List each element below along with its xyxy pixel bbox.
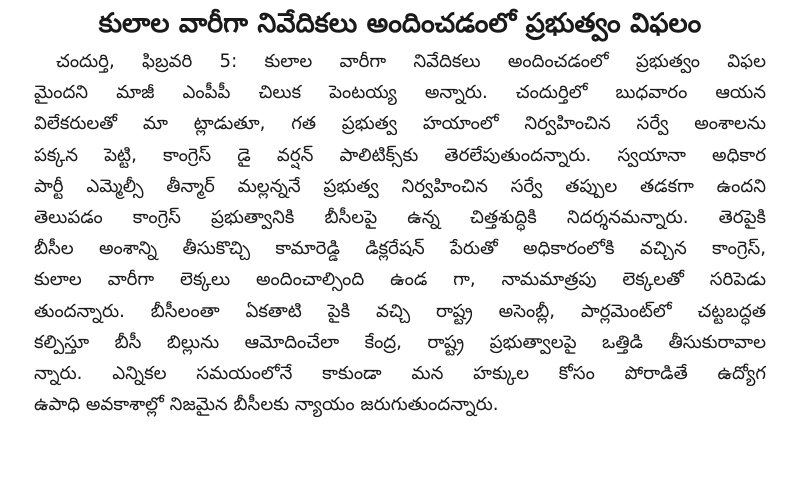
article-line: కల్పిస్తూ బీసీ బిల్లును ఆమోదించేలా కేంద్ర, రాష్ట్ర ప్రభుత్వాలపై ఒత్తిడి తీసుకురావాల: [34, 331, 766, 353]
article-line: కులాల వారీగా లెక్కలు అందించాల్సింది ఉండ గా, నామమాత్రపు లెక్కలతో సరిపెడు: [34, 269, 766, 291]
article-line: తెలుపడం కాంగ్రెస్ ప్రభుత్వానికి బీసీలపై ఉన్న చిత్తశుద్ధికి నిదర్శనమన్నారు. తెరపైకి: [34, 207, 766, 229]
article-headline: కులాల వారీగా నివేదికలు అందించడంలో ప్రభుత్వం విఫలం: [98, 8, 702, 39]
article-line: తుందన్నారు. బీసీలంతా ఏకతాటి పైకి వచ్చి రాష్ట్ర అసెంబ్లీ, పార్లమెంట్‌లో చట్టబద్ధత: [34, 300, 766, 322]
article-line: బీసీల అంశాన్ని తీసుకొచ్చి కామారెడ్డి డిక్లరేషన్ పేరుతో అధికారంలోకి వచ్చిన కాంగ్రెస్,: [34, 238, 766, 260]
article-line: న్నారు. ఎన్నికల సమయంలోనే కాకుండా మన హక్కుల కోసం పోరాడితే ఉద్యోగ: [34, 363, 766, 385]
article-line: ఉపాధి అవకాశాల్లో నిజమైన బీసీలకు న్యాయం జరుగుతుందన్నారు.: [34, 394, 499, 416]
article-line: పార్టీ ఎమ్మెల్సీ తీన్మార్ మల్లన్ననే ప్రభుత్వ నిర్వహించిన సర్వే తప్పుల తడకగా ఉందని: [34, 175, 766, 197]
article-line: విలేకరులతో మా ట్లాడుతూ, గత ప్రభుత్వ హయాంలో నిర్వహించిన సర్వే అంశాలను: [34, 113, 766, 135]
article-line: పక్కన పెట్టి, కాంగ్రెస్ డై వర్షన్ పాలిటిక్స్‌కు తెరలేపుతుందన్నారు. స్వయానా అధికార: [34, 144, 766, 166]
article-line: మైందని మాజీ ఎంపీపీ చిలుక పెంటయ్య అన్నారు. చందుర్తిలో బుధవారం ఆయన: [34, 82, 766, 104]
article-line: చందుర్తి, ఫిబ్రవరి 5: కులాల వారీగా నివేదికలు అందించడంలో ప్రభుత్వం విఫల: [56, 51, 766, 72]
article-body: [34, 46, 766, 420]
